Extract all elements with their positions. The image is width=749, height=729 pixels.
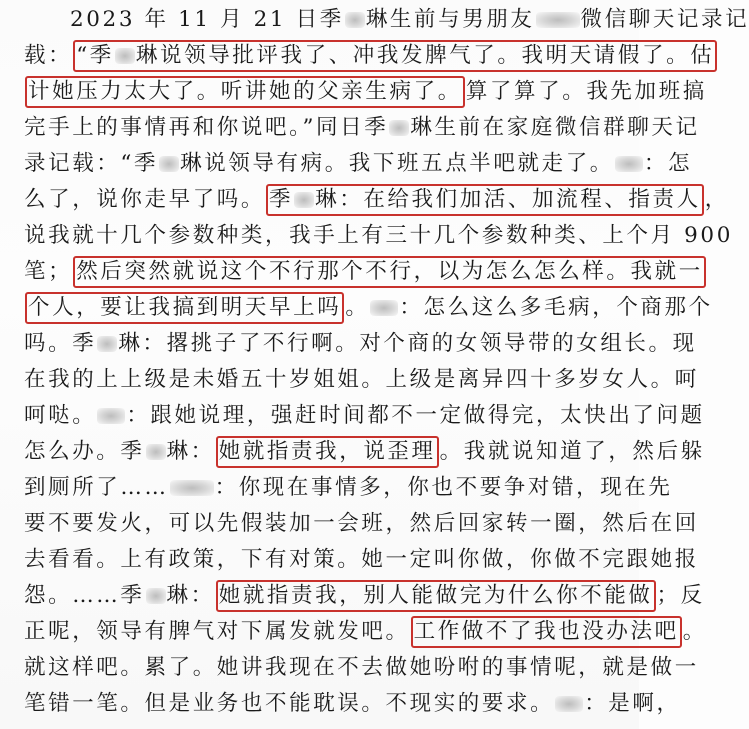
text-line xyxy=(24,218,733,254)
text-line xyxy=(24,254,707,290)
redacted-name-blur xyxy=(615,156,643,172)
highlight-box xyxy=(73,256,706,288)
text-segment: 完手上的事情再和你说吧。”同日季 xyxy=(24,115,389,140)
text-line xyxy=(24,146,692,182)
text-segment: ；反 xyxy=(656,583,705,608)
text-line xyxy=(24,542,699,578)
text-segment: 到厕所了…… xyxy=(24,475,169,500)
text-segment: 正呢，领导有脾气对下属发就发吧。 xyxy=(24,619,410,644)
text-segment: 怨。……季 xyxy=(24,583,145,608)
redacted-name-blur xyxy=(146,588,166,604)
highlight-box xyxy=(25,292,344,324)
text-segment: 工作做不了我也没办法吧 xyxy=(413,619,679,644)
text-line xyxy=(24,38,718,74)
redacted-name-blur xyxy=(294,192,314,208)
redacted-name-blur xyxy=(370,300,398,316)
redacted-name-blur xyxy=(536,12,580,28)
text-line xyxy=(24,470,673,506)
text-segment: 载： xyxy=(24,43,73,68)
redacted-name-blur xyxy=(555,696,583,712)
redacted-name-blur xyxy=(345,12,365,28)
text-segment: 琳生前在家庭微信群聊天记 xyxy=(410,115,700,140)
text-line xyxy=(24,326,697,362)
text-line xyxy=(24,362,699,398)
text-segment: 呵哒。 xyxy=(24,403,97,428)
text-segment: 。 xyxy=(345,295,370,320)
text-segment: 。 xyxy=(682,619,707,644)
highlight-box xyxy=(216,436,439,468)
text-segment: 琳： xyxy=(166,583,215,608)
redacted-name-blur xyxy=(389,120,409,136)
text-segment: ：你现在事情多，你也不要争对错，现在先 xyxy=(214,475,673,500)
text-segment: 在我的上上级是未婚五十岁姐姐。上级是离异四十多岁女人。呵 xyxy=(24,367,699,392)
text-segment: 然后突然就说这个不行那个不行，以为怎么怎么样。我就一 xyxy=(76,259,703,284)
text-segment: 说我就十几个参数种类，我手上有三十几个参数种类、上个月 900 xyxy=(24,223,733,248)
text-segment: 琳：撂挑子了不行啊。对个商的女领导带的女组长。现 xyxy=(118,331,697,356)
text-line xyxy=(24,110,700,146)
text-segment: 去看看。上有政策，下有对策。她一定叫你做，你做不完跟她报 xyxy=(24,547,699,572)
redacted-name-blur xyxy=(97,408,125,424)
text-line xyxy=(24,578,705,614)
highlight-box xyxy=(411,616,682,648)
text-segment: 就这样吧。累了。她讲我现在不去做她吩咐的事情呢，就是做一 xyxy=(24,655,699,680)
text-line xyxy=(24,686,681,722)
text-segment: 怎么办。季 xyxy=(24,439,145,464)
redacted-name-blur xyxy=(146,444,166,460)
text-line xyxy=(70,2,749,38)
highlight-box xyxy=(25,76,465,108)
text-line xyxy=(24,290,713,326)
text-segment: ：是啊， xyxy=(584,691,681,716)
text-segment: 算了算了。我先加班搞 xyxy=(465,79,707,104)
highlight-box xyxy=(73,40,717,72)
text-line xyxy=(24,434,705,470)
text-line xyxy=(24,650,699,686)
redacted-name-blur xyxy=(97,336,117,352)
text-segment: 她就指责我，说歪理 xyxy=(218,439,436,464)
text-segment: 么了，说你走早了吗。 xyxy=(24,187,266,212)
redacted-name-blur xyxy=(115,48,135,64)
text-segment: ：怎 xyxy=(643,151,693,176)
text-line xyxy=(24,74,707,110)
text-line xyxy=(24,182,729,218)
text-segment: 笔； xyxy=(24,259,73,284)
text-line xyxy=(24,506,699,542)
text-segment: 笔错一笔。但是业务也不能耽误。不现实的要求。 xyxy=(24,691,555,716)
text-segment: ：怎么这么多毛病，个商那个 xyxy=(399,295,713,320)
text-line xyxy=(24,614,707,650)
text-segment: ， xyxy=(704,187,729,212)
text-segment: 2023 年 11 月 21 日季 xyxy=(70,7,344,32)
highlight-box xyxy=(266,184,704,216)
redacted-name-blur xyxy=(170,480,214,496)
text-segment: 琳： xyxy=(166,439,215,464)
text-segment: 录记载：“季 xyxy=(24,151,159,176)
text-segment: 。我就说知道了，然后躲 xyxy=(439,439,705,464)
text-line xyxy=(24,398,705,434)
highlight-box xyxy=(216,580,656,612)
text-segment: 计她压力太大了。听讲她的父亲生病了。 xyxy=(28,79,462,104)
text-segment: 个人，要让我搞到明天早上吗 xyxy=(28,295,342,320)
text-segment: 微信聊天记录记 xyxy=(580,7,749,32)
text-segment: 琳说领导批评我了、冲我发脾气了。我明天请假了。估 xyxy=(135,43,715,68)
text-segment: ：跟她说理，强赶时间都不一定做得完，太快出了问题 xyxy=(126,403,705,428)
text-segment: 她就指责我，别人能做完为什么你不能做 xyxy=(218,583,653,608)
text-segment: 琳说领导有病。我下班五点半吧就走了。 xyxy=(180,151,614,176)
text-segment: 季 xyxy=(269,187,294,212)
text-segment: 琳生前与男朋友 xyxy=(365,7,535,32)
text-segment: “季 xyxy=(76,43,114,68)
text-segment: 吗。季 xyxy=(24,331,97,356)
text-segment: 要不要发火，可以先假装加一会班，然后回家转一圈，然后在回 xyxy=(24,511,699,536)
redacted-name-blur xyxy=(159,156,179,172)
text-segment: 琳：在给我们加活、加流程、指责人 xyxy=(315,187,701,212)
